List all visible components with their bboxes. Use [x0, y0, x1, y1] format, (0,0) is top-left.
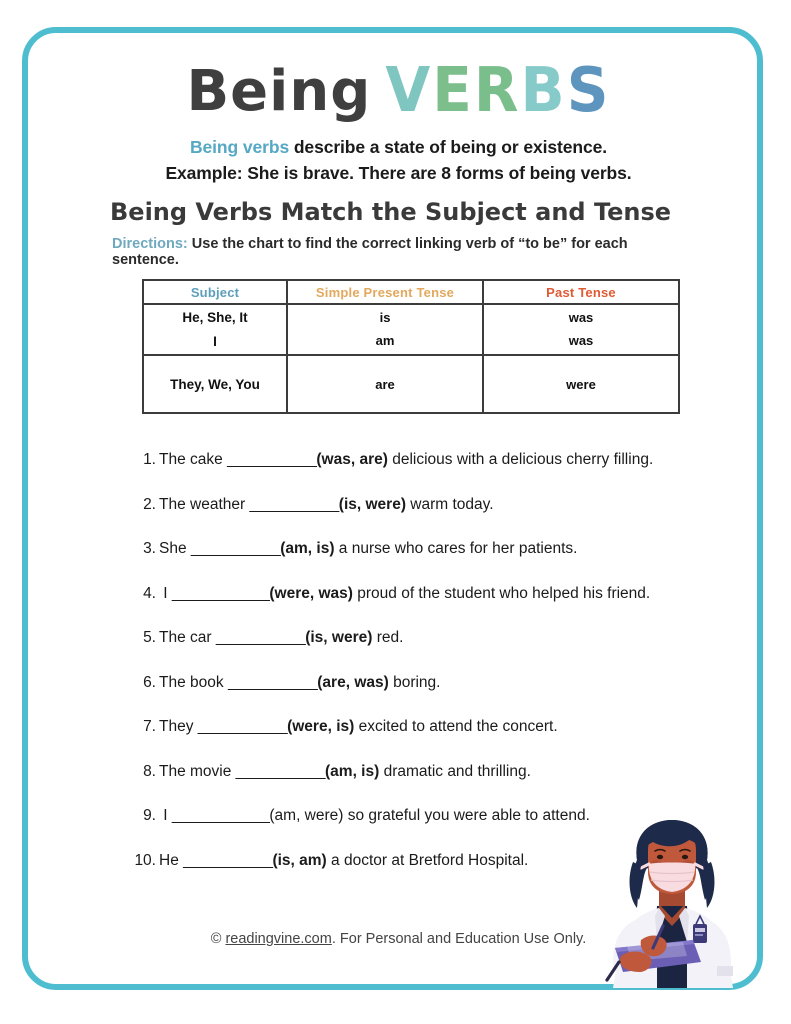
- intro-line-2: Example: She is brave. There are 8 forms of being verbs.: [165, 163, 632, 183]
- answer-blank[interactable]: ___________: [215, 629, 306, 646]
- question-suffix: boring.: [388, 673, 441, 691]
- column-header-past-tense: Past Tense: [483, 280, 679, 304]
- answer-choices: (were, is): [287, 718, 355, 735]
- question-item: [132, 674, 732, 719]
- table-row: [143, 304, 679, 355]
- question-item: [132, 718, 732, 763]
- answer-choices: (is, were): [338, 495, 406, 513]
- answer-blank[interactable]: ___________: [249, 495, 339, 513]
- question-suffix: red.: [372, 629, 404, 646]
- answer-choices: (are, was): [317, 673, 389, 691]
- column-header-subject: Subject: [143, 280, 287, 304]
- question-suffix: dramatic and thrilling.: [379, 762, 531, 780]
- copyright-symbol: ©: [210, 931, 226, 947]
- being-verbs-chart: [142, 279, 680, 414]
- title-letter-s-4: S: [566, 53, 611, 127]
- question-prefix: The weather: [159, 495, 250, 513]
- subject-i: I: [213, 333, 217, 349]
- title-word-being: Being: [186, 59, 372, 124]
- question-item: [132, 540, 732, 585]
- intro-line-1-rest: describe a state of being or existence.: [289, 137, 607, 157]
- question-item: [132, 629, 732, 674]
- answer-blank[interactable]: ___________: [235, 762, 325, 780]
- answer-blank[interactable]: ____________: [171, 584, 270, 602]
- cell-subject-group-1: [143, 304, 287, 355]
- subject-they-we-you: They, We, You: [143, 355, 287, 413]
- subject-he-she-it: He, She, It: [182, 309, 248, 325]
- question-number: 10.: [134, 851, 156, 869]
- question-prefix: He: [159, 851, 184, 869]
- question-item: [132, 496, 732, 541]
- question-prefix: The book: [159, 673, 228, 691]
- question-item: [132, 451, 732, 496]
- question-number: 6.: [143, 673, 156, 691]
- intro-highlight: Being verbs: [190, 137, 290, 157]
- question-item: [132, 763, 732, 808]
- question-suffix: a doctor at Bretford Hospital.: [326, 851, 529, 869]
- question-prefix: The cake: [159, 451, 228, 468]
- intro-line-1: [28, 137, 769, 158]
- footer-rest: . For Personal and Education Use Only.: [331, 931, 587, 947]
- question-number: 3.: [143, 540, 156, 557]
- question-suffix: a nurse who cares for her patients.: [334, 540, 578, 557]
- answer-blank[interactable]: ____________: [171, 807, 270, 824]
- answer-choices: (were, was): [269, 584, 353, 602]
- question-prefix: She: [159, 540, 191, 557]
- answer-choices: (is, were): [305, 629, 373, 646]
- question-prefix: The movie: [159, 762, 236, 780]
- question-prefix: I: [159, 584, 172, 602]
- past-was-2: was: [568, 332, 594, 348]
- site-link[interactable]: readingvine.com: [225, 931, 332, 947]
- question-prefix: I: [159, 807, 172, 824]
- present-are: are: [287, 355, 483, 413]
- answer-blank[interactable]: ___________: [227, 673, 318, 691]
- answer-choices: (was, are): [316, 451, 388, 468]
- past-was-1: was: [568, 309, 594, 325]
- doctor-illustration: [597, 816, 747, 988]
- question-number: 2.: [143, 495, 156, 513]
- section-heading: Being Verbs Match the Subject and Tense: [110, 198, 672, 226]
- title-letter-r-2: R: [473, 53, 521, 127]
- title-letter-e-1: E: [432, 53, 474, 127]
- answer-blank[interactable]: ___________: [227, 451, 317, 468]
- table-header-row: [143, 280, 679, 304]
- page-border-frame: [22, 27, 763, 990]
- answer-choices: (am, is): [280, 540, 335, 557]
- directions-label: Directions:: [112, 236, 188, 252]
- answer-blank[interactable]: ___________: [183, 851, 273, 869]
- question-suffix: proud of the student who helped his friend.: [352, 584, 651, 602]
- present-is: is: [379, 309, 391, 325]
- question-number: 5.: [143, 629, 156, 646]
- title-letter-v-0: V: [385, 53, 433, 127]
- question-number: 7.: [143, 718, 156, 735]
- question-suffix: excited to attend the concert.: [354, 718, 558, 735]
- column-header-present-tense: Simple Present Tense: [287, 280, 483, 304]
- answer-choices: (am, were): [269, 807, 344, 824]
- cell-present-group-1: [287, 304, 483, 355]
- question-prefix: The car: [159, 629, 216, 646]
- question-number: 9.: [143, 807, 156, 824]
- title-letter-b-3: B: [520, 53, 567, 127]
- footer-credit: [28, 931, 769, 947]
- table-row: [143, 355, 679, 413]
- past-were: were: [483, 355, 679, 413]
- directions-text: Use the chart to find the correct linking verb of “to be” for each sentence.: [112, 236, 628, 269]
- question-suffix: so grateful you were able to attend.: [343, 807, 590, 824]
- question-suffix: delicious with a delicious cherry filling.: [387, 451, 654, 468]
- directions: [112, 236, 692, 269]
- present-am: am: [375, 332, 395, 348]
- question-item: [132, 585, 732, 630]
- question-number: 8.: [143, 762, 156, 780]
- question-suffix: warm today.: [406, 495, 494, 513]
- answer-blank[interactable]: ___________: [190, 540, 281, 557]
- question-number: 4.: [143, 584, 156, 602]
- answer-choices: (is, am): [272, 851, 327, 869]
- question-number: 1.: [143, 451, 156, 468]
- question-prefix: They: [159, 718, 198, 735]
- answer-choices: (am, is): [325, 762, 380, 780]
- cell-past-group-1: [483, 304, 679, 355]
- answer-blank[interactable]: ___________: [197, 718, 288, 735]
- title-word-verbs: [385, 53, 611, 127]
- page-title: [28, 53, 769, 127]
